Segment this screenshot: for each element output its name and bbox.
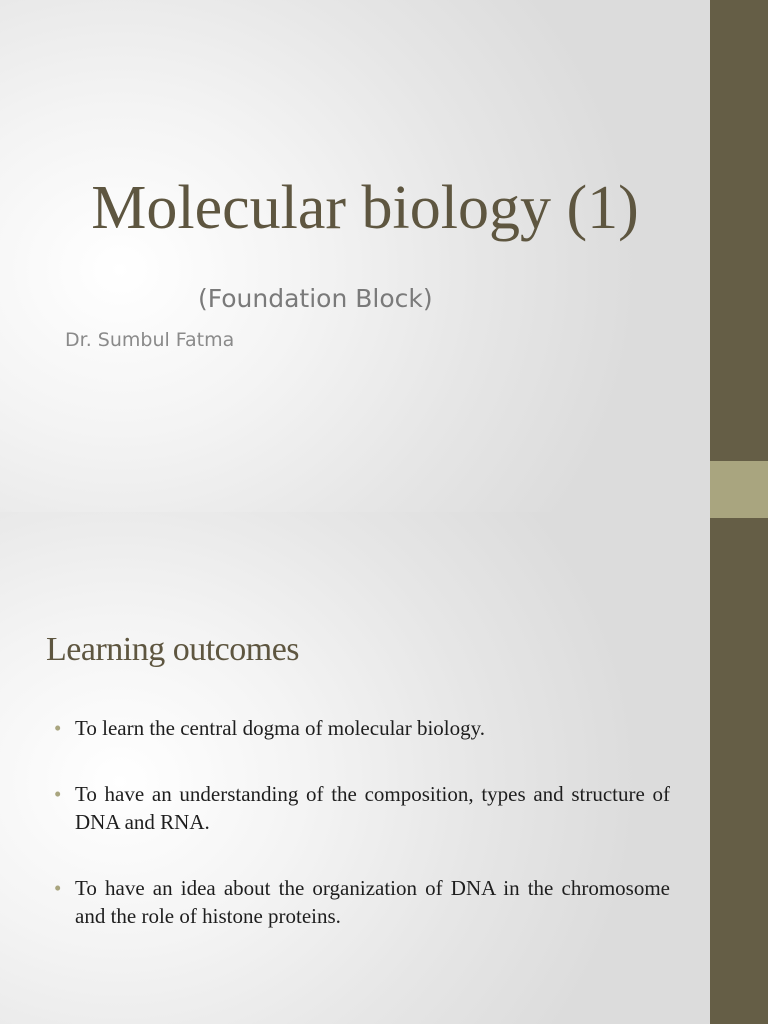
- list-item-text: To have an understanding of the composition, types and structure of DNA and RNA.: [75, 782, 670, 834]
- sidebar-decoration-top: [710, 0, 768, 461]
- slide-author: Dr. Sumbul Fatma: [65, 329, 235, 351]
- bullet-icon: •: [54, 876, 62, 900]
- list-item-text: To learn the central dogma of molecular biology.: [75, 716, 486, 740]
- bullet-icon: •: [54, 716, 62, 740]
- slide-title: Molecular biology (1): [91, 174, 639, 242]
- title-slide: [0, 0, 710, 512]
- list-item: [54, 874, 670, 930]
- sidebar-decoration-bottom: [710, 518, 768, 1024]
- list-item-text: To have an idea about the organization of DNA in the chromosome and the role of histone proteins.: [75, 876, 670, 928]
- bullet-icon: •: [54, 782, 62, 806]
- list-item: [54, 780, 670, 836]
- learning-outcomes-list: [54, 714, 670, 930]
- slide-subtitle: (Foundation Block): [198, 284, 433, 313]
- learning-outcomes-heading: Learning outcomes: [46, 631, 300, 668]
- sidebar-accent-band: [710, 461, 768, 518]
- list-item: [54, 714, 670, 742]
